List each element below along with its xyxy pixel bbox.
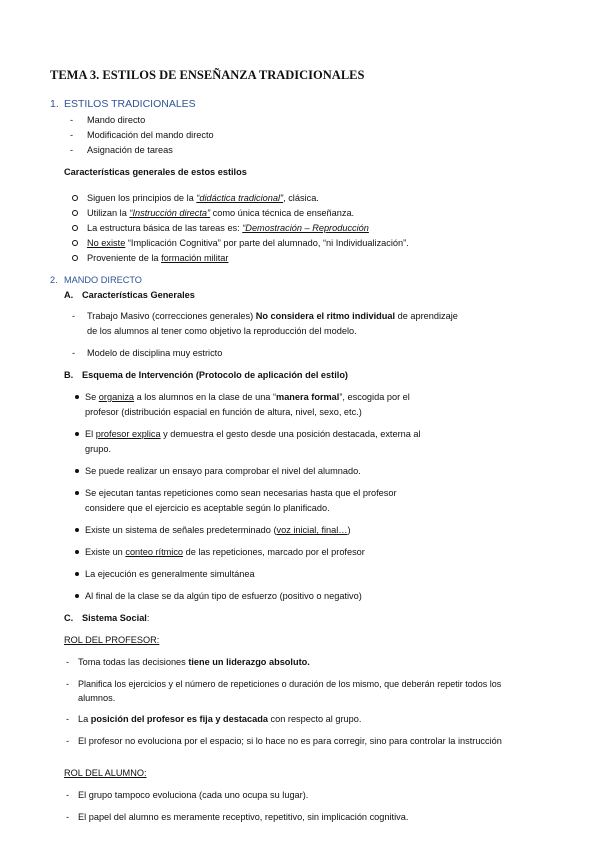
list-item-continuation: considere que el ejercicio es aceptable según lo planificado.: [85, 503, 330, 513]
circle-bullet-icon: [72, 195, 78, 201]
list-item: Planifica los ejercicios y el número de repeticiones o duración de los mismo, que deberán repetir todos los: [78, 679, 502, 689]
teacher-role-heading: ROL DEL PROFESOR:: [64, 635, 160, 645]
bullet-icon: [75, 594, 79, 598]
page-title: TEMA 3. ESTILOS DE ENSEÑANZA TRADICIONALES: [50, 68, 365, 82]
dash-bullet: -: [70, 130, 74, 140]
list-item: Modificación del mando directo: [87, 130, 214, 140]
list-item: El papel del alumno es meramente receptivo, repetitivo, sin implicación cognitiva.: [78, 812, 409, 822]
dash-bullet: -: [66, 679, 70, 689]
dash-bullet: -: [66, 714, 70, 724]
list-item: La ejecución es generalmente simultánea: [85, 569, 255, 579]
list-item: Se ejecutan tantas repeticiones como sean necesarias hasta que el profesor: [85, 488, 397, 498]
bullet-icon: [75, 550, 79, 554]
section-1-heading: ESTILOS TRADICIONALES: [64, 98, 196, 110]
list-item: Existe un sistema de señales predeterminado (voz inicial, final…): [85, 525, 351, 535]
bullet-icon: [75, 572, 79, 576]
student-role-heading: ROL DEL ALUMNO:: [64, 768, 147, 778]
section-2-heading: MANDO DIRECTO: [64, 275, 142, 285]
bullet-icon: [75, 395, 79, 399]
dash-bullet: -: [70, 145, 74, 155]
list-item-continuation: profesor (distribución espacial en función de altura, nivel, sexo, etc.): [85, 407, 362, 417]
list-item: Al final de la clase se da algún tipo de esfuerzo (positivo o negativo): [85, 591, 362, 601]
dash-bullet: -: [72, 348, 76, 358]
list-item: Utilizan la “Instrucción directa” como única técnica de enseñanza.: [87, 208, 355, 218]
list-item: Trabajo Masivo (correcciones generales) No considera el ritmo individual de aprendizaje: [87, 311, 458, 321]
subsection-b-heading: Esquema de Intervención (Protocolo de aplicación del estilo): [82, 370, 348, 380]
list-item: La estructura básica de las tareas es: “Demostración – Reproducción: [87, 223, 369, 233]
subsection-a-letter: A.: [64, 290, 74, 300]
list-item: No existe “Implicación Cognitiva” por parte del alumnado, “ni Individualización”.: [87, 238, 409, 248]
list-item-continuation: de los alumnos al tener como objetivo la reproducción del modelo.: [87, 326, 357, 336]
dash-bullet: -: [70, 115, 74, 125]
bullet-icon: [75, 528, 79, 532]
dash-bullet: -: [66, 736, 70, 746]
subsection-a-heading: Características Generales: [82, 290, 195, 300]
circle-bullet-icon: [72, 210, 78, 216]
subsection-b-letter: B.: [64, 370, 74, 380]
bullet-icon: [75, 469, 79, 473]
dash-bullet: -: [66, 812, 70, 822]
list-item: Se puede realizar un ensayo para comprobar el nivel del alumnado.: [85, 466, 361, 476]
list-item: Modelo de disciplina muy estricto: [87, 348, 223, 358]
subsection-c-letter: C.: [64, 613, 74, 623]
dash-bullet: -: [66, 657, 70, 667]
subsection-c-heading: Sistema Social:: [82, 613, 150, 623]
list-item: Asignación de tareas: [87, 145, 173, 155]
list-item: Se organiza a los alumnos en la clase de una “manera formal”, escogida por el: [85, 392, 410, 402]
circle-bullet-icon: [72, 225, 78, 231]
list-item: Existe un conteo rítmico de las repeticiones, marcado por el profesor: [85, 547, 365, 557]
characteristics-heading: Características generales de estos estilos: [64, 167, 247, 177]
dash-bullet: -: [72, 311, 76, 321]
list-item: Proveniente de la formación militar: [87, 253, 229, 263]
list-item-continuation: alumnos.: [78, 693, 116, 703]
bullet-icon: [75, 491, 79, 495]
list-item: Siguen los principios de la “didáctica tradicional”, clásica.: [87, 193, 319, 203]
list-item: El grupo tampoco evoluciona (cada uno ocupa su lugar).: [78, 790, 309, 800]
list-item: La posición del profesor es fija y destacada con respecto al grupo.: [78, 714, 362, 724]
list-item: El profesor explica y demuestra el gesto desde una posición destacada, externa al: [85, 429, 421, 439]
section-2-number: 2.: [50, 275, 58, 285]
list-item: Toma todas las decisiones tiene un liderazgo absoluto.: [78, 657, 310, 667]
list-item: Mando directo: [87, 115, 146, 125]
circle-bullet-icon: [72, 240, 78, 246]
dash-bullet: -: [66, 790, 70, 800]
list-item-continuation: grupo.: [85, 444, 112, 454]
list-item: El profesor no evoluciona por el espacio; si lo hace no es para corregir, sino para controlar la instrucción: [78, 736, 502, 746]
section-1-number: 1.: [50, 98, 59, 110]
circle-bullet-icon: [72, 255, 78, 261]
bullet-icon: [75, 432, 79, 436]
